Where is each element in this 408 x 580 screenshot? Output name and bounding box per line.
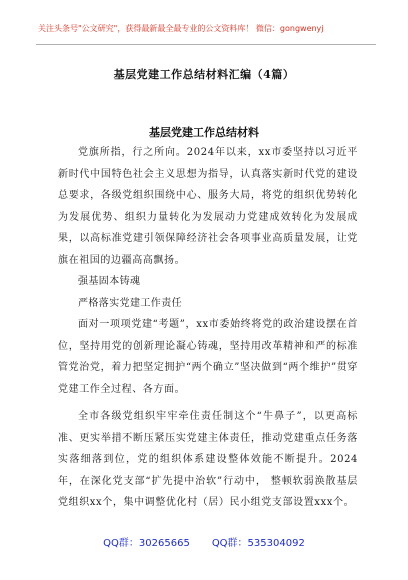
section-title: 基层党建工作总结材料 — [149, 126, 259, 139]
footer-qq-group-1: QQ群：30265665 — [103, 538, 190, 549]
paragraph-2: 面对一项项党建“考题”，xx市委始终将党的政治建设摆在首位，坚持用党的创新理论凝心铸魂，坚持用改革精神和严的标准管党治党，着力把坚定拥护“两个确立”坚决做到“两个维护”贯穿党建工作全过程、各方面。 — [58, 319, 358, 395]
subheading-2: 严格落实党建工作责任 — [78, 297, 182, 309]
document-body — [58, 142, 358, 514]
paragraph-intro: 党旗所指，行之所向。2024年以来，xx市委坚持以习近平新时代中国特色社会主义思想为指导，认真落实新时代党的建设总要求，各级党组织围绕中心、服务大局，将党的组织优势转化为发展优势、组织力量转化为发展动力党建成效转化为发展成果，以高标准党建引领保障经济社会各项事业高质量发展，让党旗在祖国的边疆高高飘扬。 — [58, 147, 358, 266]
header-banner: 关注头条号"公文研究"，获得最新最全最专业的公文资料库！ 微信：gongwenyj — [38, 24, 324, 33]
paragraph-3: 全市各级党组织牢牢牵住责任制这个“牛鼻子”，以更高标准、更实举措不断压紧压实党建主体责任，推动党建重点任务落实落细落到位，党的组织体系建设整体效能不断提升。2024年，在深化党支部“扩先提中治软”行动中， 整顿软弱涣散基层党组织xx个，集中调整优化村（居）民小组党支部设置xxx个。 — [58, 411, 358, 508]
footer-qq-group-2: QQ群：535304092 — [211, 538, 305, 549]
document-title: 基层党建工作总结材料汇编（4篇） — [113, 68, 295, 81]
subheading-1: 强基固本铸魂 — [78, 276, 141, 287]
header-divider — [36, 44, 376, 45]
footer-qq-groups — [0, 534, 408, 549]
